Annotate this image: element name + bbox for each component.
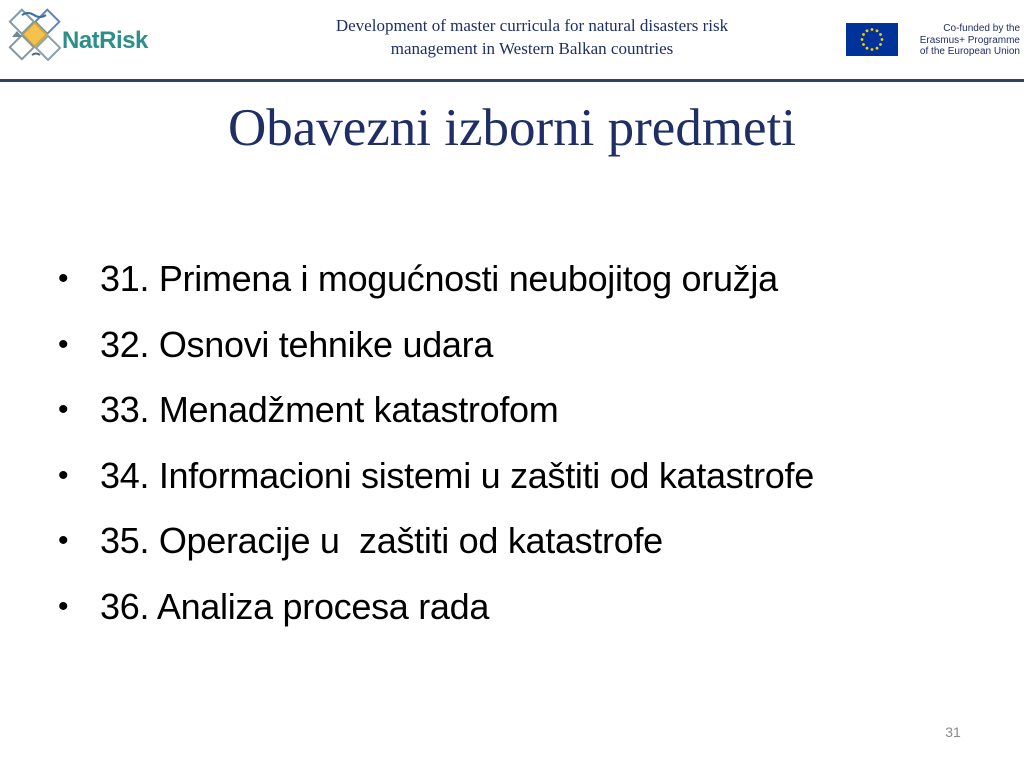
list-item-text: 33. Menadžment katastrofom [100,389,559,430]
slide-title: Obavezni izborni predmeti [227,99,797,157]
list-item [58,508,663,574]
eu-cofunded-badge [846,22,1018,58]
bullet-icon: • [58,524,69,557]
header [0,0,1024,80]
eu-cofunded-text [904,23,1020,58]
course-list [58,246,814,639]
natrisk-logo [6,5,166,71]
eu-flag-icon [846,23,898,56]
bullet-icon: • [58,393,69,426]
natrisk-diamond-icon [6,5,66,71]
bullet-icon: • [58,589,69,623]
eu-text-line-3: of the European Union [919,46,1020,57]
eu-text-line-2: Erasmus+ Programme [919,34,1020,46]
list-item [58,312,494,378]
list-item-text: 32. Osnovi tehnike udara [100,323,494,365]
list-item [58,377,559,443]
list-item [58,574,490,640]
logo-text: NatRisk [62,27,148,54]
list-item [58,246,778,312]
header-divider [0,79,1024,82]
header-title-line-2: management in Western Balkan countries [390,39,674,58]
bullet-icon: • [58,458,69,492]
eu-text-line-1: Co-funded by the [943,23,1020,34]
bullet-icon: • [58,262,69,295]
list-item-text: 31. Primena i mogućnosti neubojitog oružja [100,258,778,299]
page-number: 31 [945,724,961,740]
header-title [262,14,802,60]
bullet-icon: • [58,327,69,361]
list-item-text: 35. Operacije u zaštiti od katastrofe [100,520,663,561]
list-item-text: 36. Analiza procesa rada [100,585,490,627]
list-item-text: 34. Informacioni sistemi u zaštiti od katastrofe [100,454,814,496]
header-title-line-1: Development of master curricula for natural disasters risk [335,16,729,35]
list-item [58,443,814,509]
